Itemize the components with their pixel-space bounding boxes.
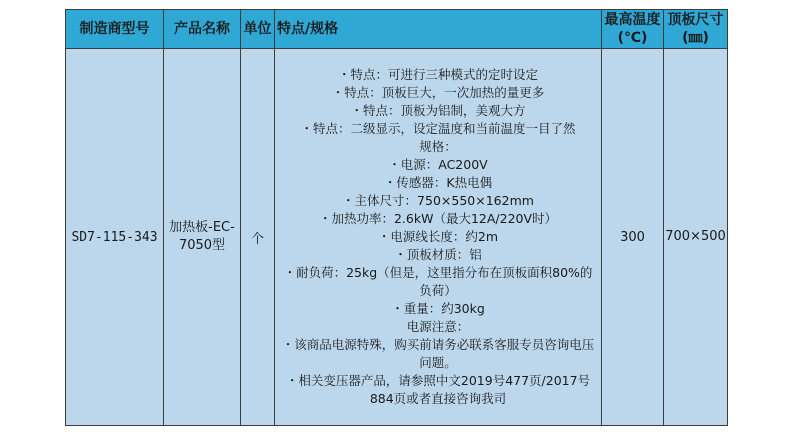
header-product-name: 产品名称 xyxy=(164,10,241,49)
feature-line: ・特点：二级显示，设定温度和当前温度一目了然 xyxy=(300,121,576,136)
feature-line: ・加热功率：2.6kW（最大12A/220V时） xyxy=(318,211,558,226)
feature-line: 规格： xyxy=(419,139,457,154)
feature-line: ・耐负荷：25kg（但是，这里指分布在顶板面积80%的负荷） xyxy=(283,265,593,298)
feature-line: ・该商品电源特殊，购买前请务必联系客服专员咨询电压问题。 xyxy=(281,337,595,370)
cell-features xyxy=(275,49,602,426)
feature-line: ・特点：可进行三种模式的定时设定 xyxy=(337,67,538,82)
header-model: 制造商型号 xyxy=(66,10,164,49)
cell-plate-size: 700×500 xyxy=(664,49,728,426)
header-unit: 单位 xyxy=(241,10,275,49)
header-plate-size: 顶板尺寸(㎜) xyxy=(664,10,728,49)
spec-table-wrapper xyxy=(65,9,728,426)
feature-line: ・特点：顶板为铝制，美观大方 xyxy=(350,103,526,118)
table-row xyxy=(66,49,728,426)
header-max-temp: 最高温度(℃) xyxy=(602,10,664,49)
feature-line: ・相关变压器产品，请参照中文2019号477页/2017号884页或者直接咨询我司 xyxy=(285,373,591,406)
cell-unit: 个 xyxy=(241,49,275,426)
feature-line: ・重量：约30kg xyxy=(391,301,485,316)
spec-table xyxy=(65,9,728,426)
features-list xyxy=(275,66,601,408)
cell-product-name: 加热板-EC-7050型 xyxy=(164,49,241,426)
cell-model: SD7-115-343 xyxy=(66,49,164,426)
cell-max-temp: 300 xyxy=(602,49,664,426)
feature-line: ・传感器：K热电偶 xyxy=(383,175,493,190)
feature-line: 电源注意： xyxy=(406,319,470,334)
header-row xyxy=(66,10,728,49)
header-features: 特点/规格 xyxy=(275,10,602,49)
feature-line: ・顶板材质：铝 xyxy=(394,247,482,262)
feature-line: ・电源：AC200V xyxy=(388,157,488,172)
feature-line: ・电源线长度：约2m xyxy=(377,229,499,244)
feature-line: ・特点：顶板巨大，一次加热的量更多 xyxy=(331,85,545,100)
feature-line: ・主体尺寸：750×550×162mm xyxy=(342,193,534,208)
